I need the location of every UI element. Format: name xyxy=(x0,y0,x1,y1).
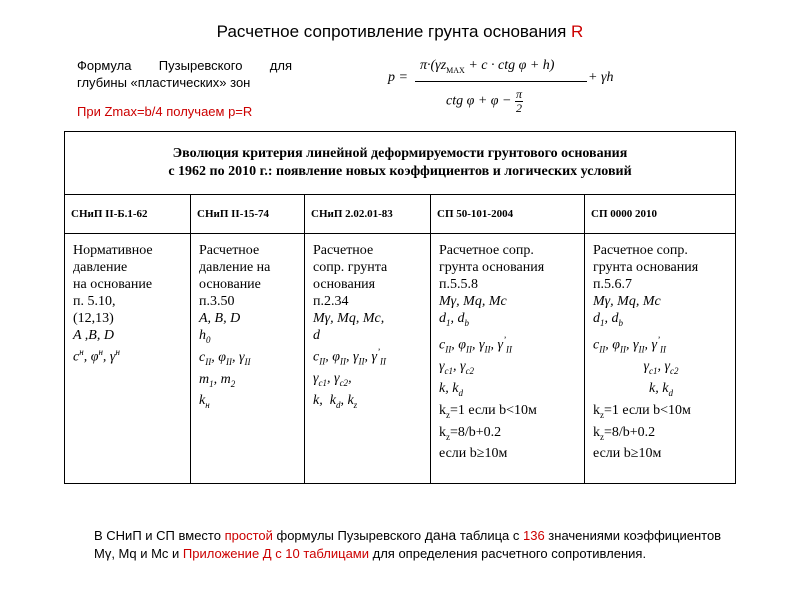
evolution-table xyxy=(64,131,736,484)
column-header: СНиП II-15-74 xyxy=(191,195,305,234)
table-heading: Эволюция критерия линейной деформируемости грунтового основания с 1962 по 2010 г.: появление новых коэффициентов и логических условий xyxy=(65,132,736,195)
table-cell: Расчетное сопр. грунта основания п.2.34 Mγ, Mq, Mc, d $c_{II}$, $\varphi_{II}$, $\gamma_{II}$, $\gamma^’_{II}$ $\gamma_{c1}$, $\gamma_{c2}$, k, $k_d$, $k_z$ xyxy=(305,234,431,484)
column-header: СП 0000 2010 xyxy=(585,195,736,234)
formula-numerator: $\pi\cdot(\gamma z_{MAX} + c$ · ctg φ + h) xyxy=(420,58,555,75)
formula-denominator: ctg φ + φ − $\frac{\pi}{2}$ xyxy=(446,87,523,115)
formula-lhs: p = xyxy=(388,70,408,85)
table-cell: Расчетное давление на основание п.3.50 A, B, D $h_0$ $c_{II}$, $\varphi_{II}$, $\gamma_{II}$ $m_1$, $m_2$ $k_н$ xyxy=(191,234,305,484)
column-header: СП 50-101-2004 xyxy=(431,195,585,234)
page-title: Расчетное сопротивление грунта основания R xyxy=(216,22,584,41)
pusyrevsky-formula xyxy=(388,52,614,118)
formula-fraction-line xyxy=(415,81,587,82)
formula-tail: + γh xyxy=(588,70,614,85)
table-cell: Расчетное сопр. грунта основания п.5.5.8 Mγ, Mq, Mc $d_1$, $d_b$ $c_{II}$, $\varphi_{II}$, $\gamma_{II}$, $\gamma^’_{II}$ $\gamma_{c1}$, $\gamma_{c2}$ k, $k_d$ $k_z=1$ если b<10м $k_z=8/b+0.2$ если b≥10м xyxy=(431,234,585,484)
formula-label: Формула Пузыревского для глубины «пластических» зон xyxy=(77,58,292,90)
title-variable: R xyxy=(571,22,584,41)
table-cell: Расчетное сопр. грунта основания п.5.6.7 Mγ, Mq, Mc $d_1$, $d_b$ $c_{II}$, $\varphi_{II}$, $\gamma_{II}$, $\gamma^’_{II}$ $\gamma_{c1}$, $\gamma_{c2}$ k, $k_d$ $k_z=1$ если b<10м $k_z=8/b+0.2$ если b≥10м xyxy=(585,234,736,484)
column-header: СНиП II-Б.1-62 xyxy=(65,195,191,234)
table-cell: Нормативное давление на основание п. 5.10, (12,13) A ,B, D $c^н$, $\varphi^н$, $\gamma^н$ xyxy=(65,234,191,484)
condition-note: При Zmax=b/4 получаем p=R xyxy=(77,104,253,119)
column-header: СНиП 2.02.01-83 xyxy=(305,195,431,234)
footer-note: В СНиП и СП вместо простой формулы Пузыревского дана таблица с 136 значениями коэффициентов Mγ, Mq и Mc и Приложение Д с 10 таблицами для определения расчетного сопротивления. xyxy=(94,527,722,561)
